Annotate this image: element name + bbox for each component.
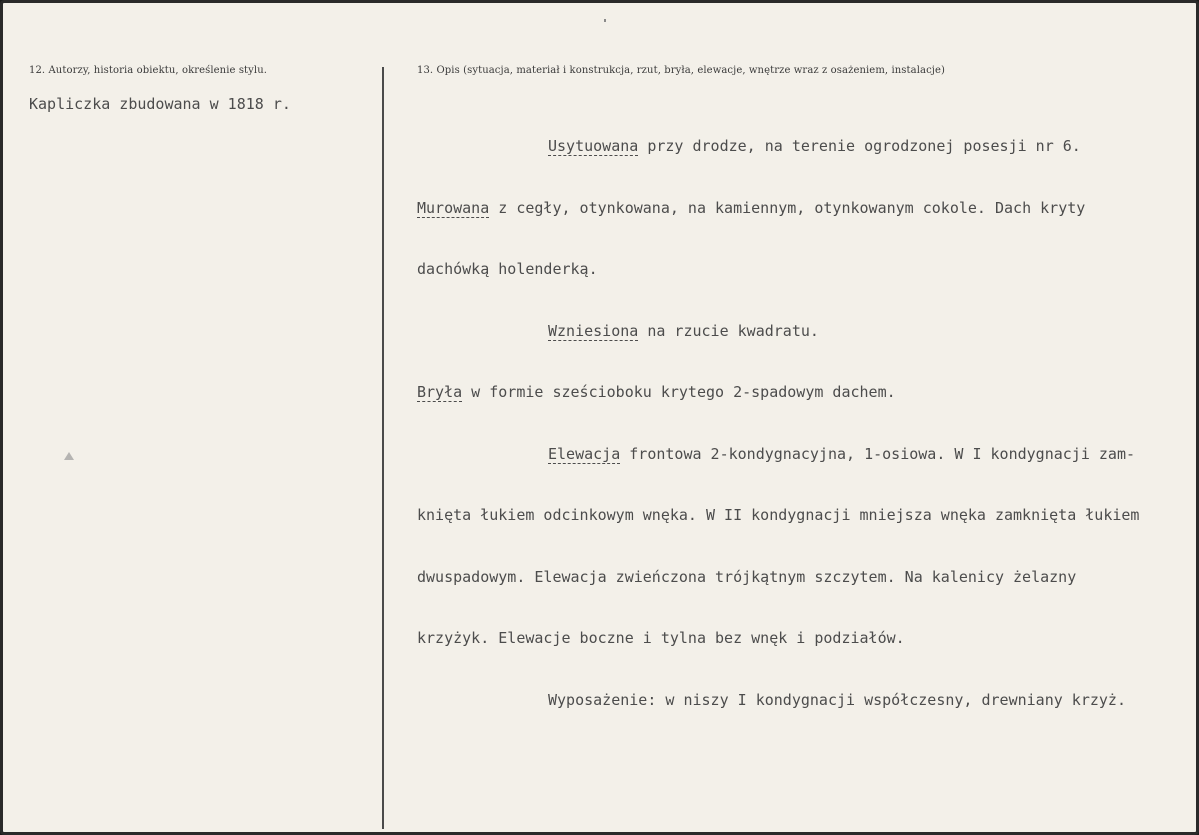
- description-line: [417, 196, 1199, 222]
- description-line: [417, 380, 1199, 406]
- description-segment: z cegły, otynkowana, na kamiennym, otynkowanym cokole. Dach kryty: [489, 198, 1086, 217]
- description-segment: przy drodze, na terenie ogrodzonej posesji nr 6.: [638, 137, 1081, 155]
- description-line: [417, 442, 1199, 468]
- description-line: knięta łukiem odcinkowym wnęka. W II kondygnacji mniejsza wnęka zamknięta łukiem: [417, 506, 1140, 524]
- column-divider: [382, 67, 384, 829]
- paper-speck: [64, 452, 74, 460]
- keyword-underlined: Usytuowana: [548, 137, 639, 155]
- description-segment: na rzucie kwadratu.: [638, 321, 819, 340]
- keyword-underlined: Bryła: [417, 383, 463, 401]
- description-segment: w formie sześcioboku krytego 2-spadowym dachem.: [462, 383, 896, 401]
- description-text: [417, 98, 1199, 749]
- description-line: [417, 134, 1199, 160]
- description-segment: frontowa 2-kondygnacyjna, 1-osiowa. W I kondygnacji zam-: [620, 444, 1136, 463]
- paper-speck: [604, 19, 606, 22]
- description-line: krzyżyk. Elewacje boczne i tylna bez wnęk i podziałów.: [417, 629, 905, 647]
- section-12-label: 12. Autorzy, historia obiektu, określenie stylu.: [29, 65, 268, 76]
- description-line: Wyposażenie: w niszy I kondygnacji współczesny, drewniany krzyż.: [548, 690, 1126, 709]
- description-line: [417, 319, 1199, 345]
- section-13-label: 13. Opis (sytuacja, materiał i konstrukcja, rzut, bryła, elewacje, wnętrze wraz z osażeniem, instalacje): [417, 65, 946, 76]
- keyword-underlined: Elewacja: [548, 444, 621, 463]
- keyword-underlined: Murowana: [417, 198, 490, 217]
- keyword-underlined: Wzniesiona: [548, 321, 639, 340]
- history-text: Kapliczka zbudowana w 1818 r.: [29, 95, 291, 113]
- description-line: dwuspadowym. Elewacja zwieńczona trójkątnym szczytem. Na kalenicy żelazny: [417, 567, 1077, 586]
- description-line: dachówką holenderką.: [417, 260, 598, 278]
